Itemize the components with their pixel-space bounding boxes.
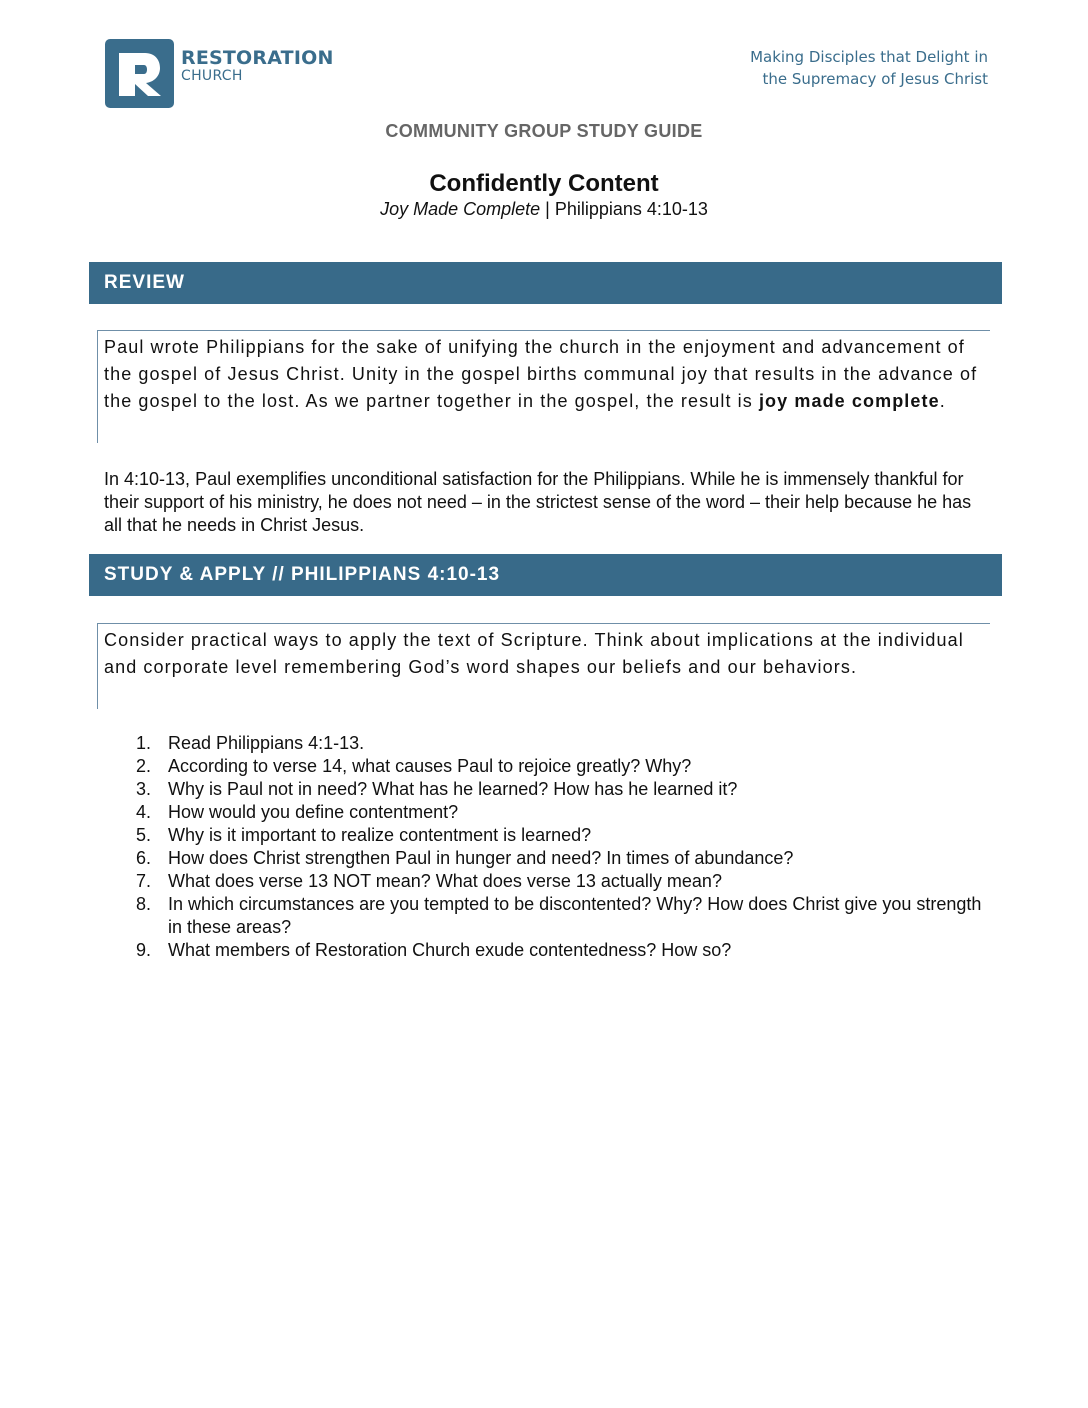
review-callout-end: . [939, 391, 946, 411]
question-item [104, 870, 984, 893]
tagline-line-1: Making Disciples that Delight in [750, 48, 988, 66]
passage-reference: Philippians 4:10-13 [554, 199, 708, 219]
question-text: According to verse 14, what causes Paul to rejoice greatly? Why? [168, 756, 692, 776]
question-text: How does Christ strengthen Paul in hunger and need? In times of abundance? [168, 848, 794, 868]
question-item [104, 847, 984, 870]
page-subtitle [0, 199, 1088, 220]
subtitle-separator: | [540, 199, 555, 219]
question-number: 9. [136, 940, 152, 960]
question-number: 7. [136, 871, 152, 891]
question-text: In which circumstances are you tempted to be discontented? Why? How does Christ give you strength in these areas? [168, 894, 982, 937]
question-list [104, 732, 984, 962]
page-title: Confidently Content [429, 170, 659, 197]
question-text: What members of Restoration Church exude contentedness? How so? [168, 940, 732, 960]
question-text: Read Philippians 4:1-13. [168, 733, 365, 753]
question-number: 3. [136, 779, 152, 799]
question-item [104, 755, 984, 778]
question-number: 4. [136, 802, 152, 822]
study-section-header: STUDY & APPLY // PHILIPPIANS 4:10-13 [89, 554, 1002, 596]
brand-subname: CHURCH [181, 68, 243, 84]
question-text: Why is it important to realize contentment is learned? [168, 825, 592, 845]
question-item [104, 778, 984, 801]
brand-wordmark [181, 48, 334, 84]
review-callout-text: Paul wrote Philippians for the sake of unifying the church in the enjoyment and advancement of the gospel of Jesus Christ. Unity in the gospel births communal joy that results in the advance of the gospel to the lost. As we partner together in the gospel, the result is [104, 337, 978, 411]
question-item [104, 801, 984, 824]
review-section-header: REVIEW [89, 262, 1002, 304]
question-item [104, 824, 984, 847]
church-logo-icon [105, 39, 174, 108]
question-text: What does verse 13 NOT mean? What does verse 13 actually mean? [168, 871, 722, 891]
question-number: 2. [136, 756, 152, 776]
question-item [104, 893, 984, 939]
review-paragraph: In 4:10-13, Paul exemplifies unconditional satisfaction for the Philippians. While he is immensely thankful for their support of his ministry, he does not need – in the strictest sense of the word – their help because he has all that he needs in Christ Jesus. [104, 469, 972, 535]
review-callout [97, 330, 990, 443]
tagline [750, 46, 988, 90]
brand-name: RESTORATION [181, 47, 334, 69]
question-text: How would you define contentment? [168, 802, 459, 822]
series-name: Joy Made Complete [380, 199, 541, 219]
question-number: 6. [136, 848, 152, 868]
question-text: Why is Paul not in need? What has he learned? How has he learned it? [168, 779, 738, 799]
study-callout: Consider practical ways to apply the text of Scripture. Think about implications at the individual and corporate level remembering God’s word shapes our beliefs and our behaviors. [97, 623, 990, 709]
guide-label: COMMUNITY GROUP STUDY GUIDE [385, 121, 703, 141]
question-number: 1. [136, 733, 152, 753]
question-number: 8. [136, 894, 152, 914]
question-number: 5. [136, 825, 152, 845]
tagline-line-2: the Supremacy of Jesus Christ [762, 70, 988, 88]
question-item [104, 939, 984, 962]
review-callout-emphasis: joy made complete [758, 391, 940, 411]
question-item [104, 732, 984, 755]
